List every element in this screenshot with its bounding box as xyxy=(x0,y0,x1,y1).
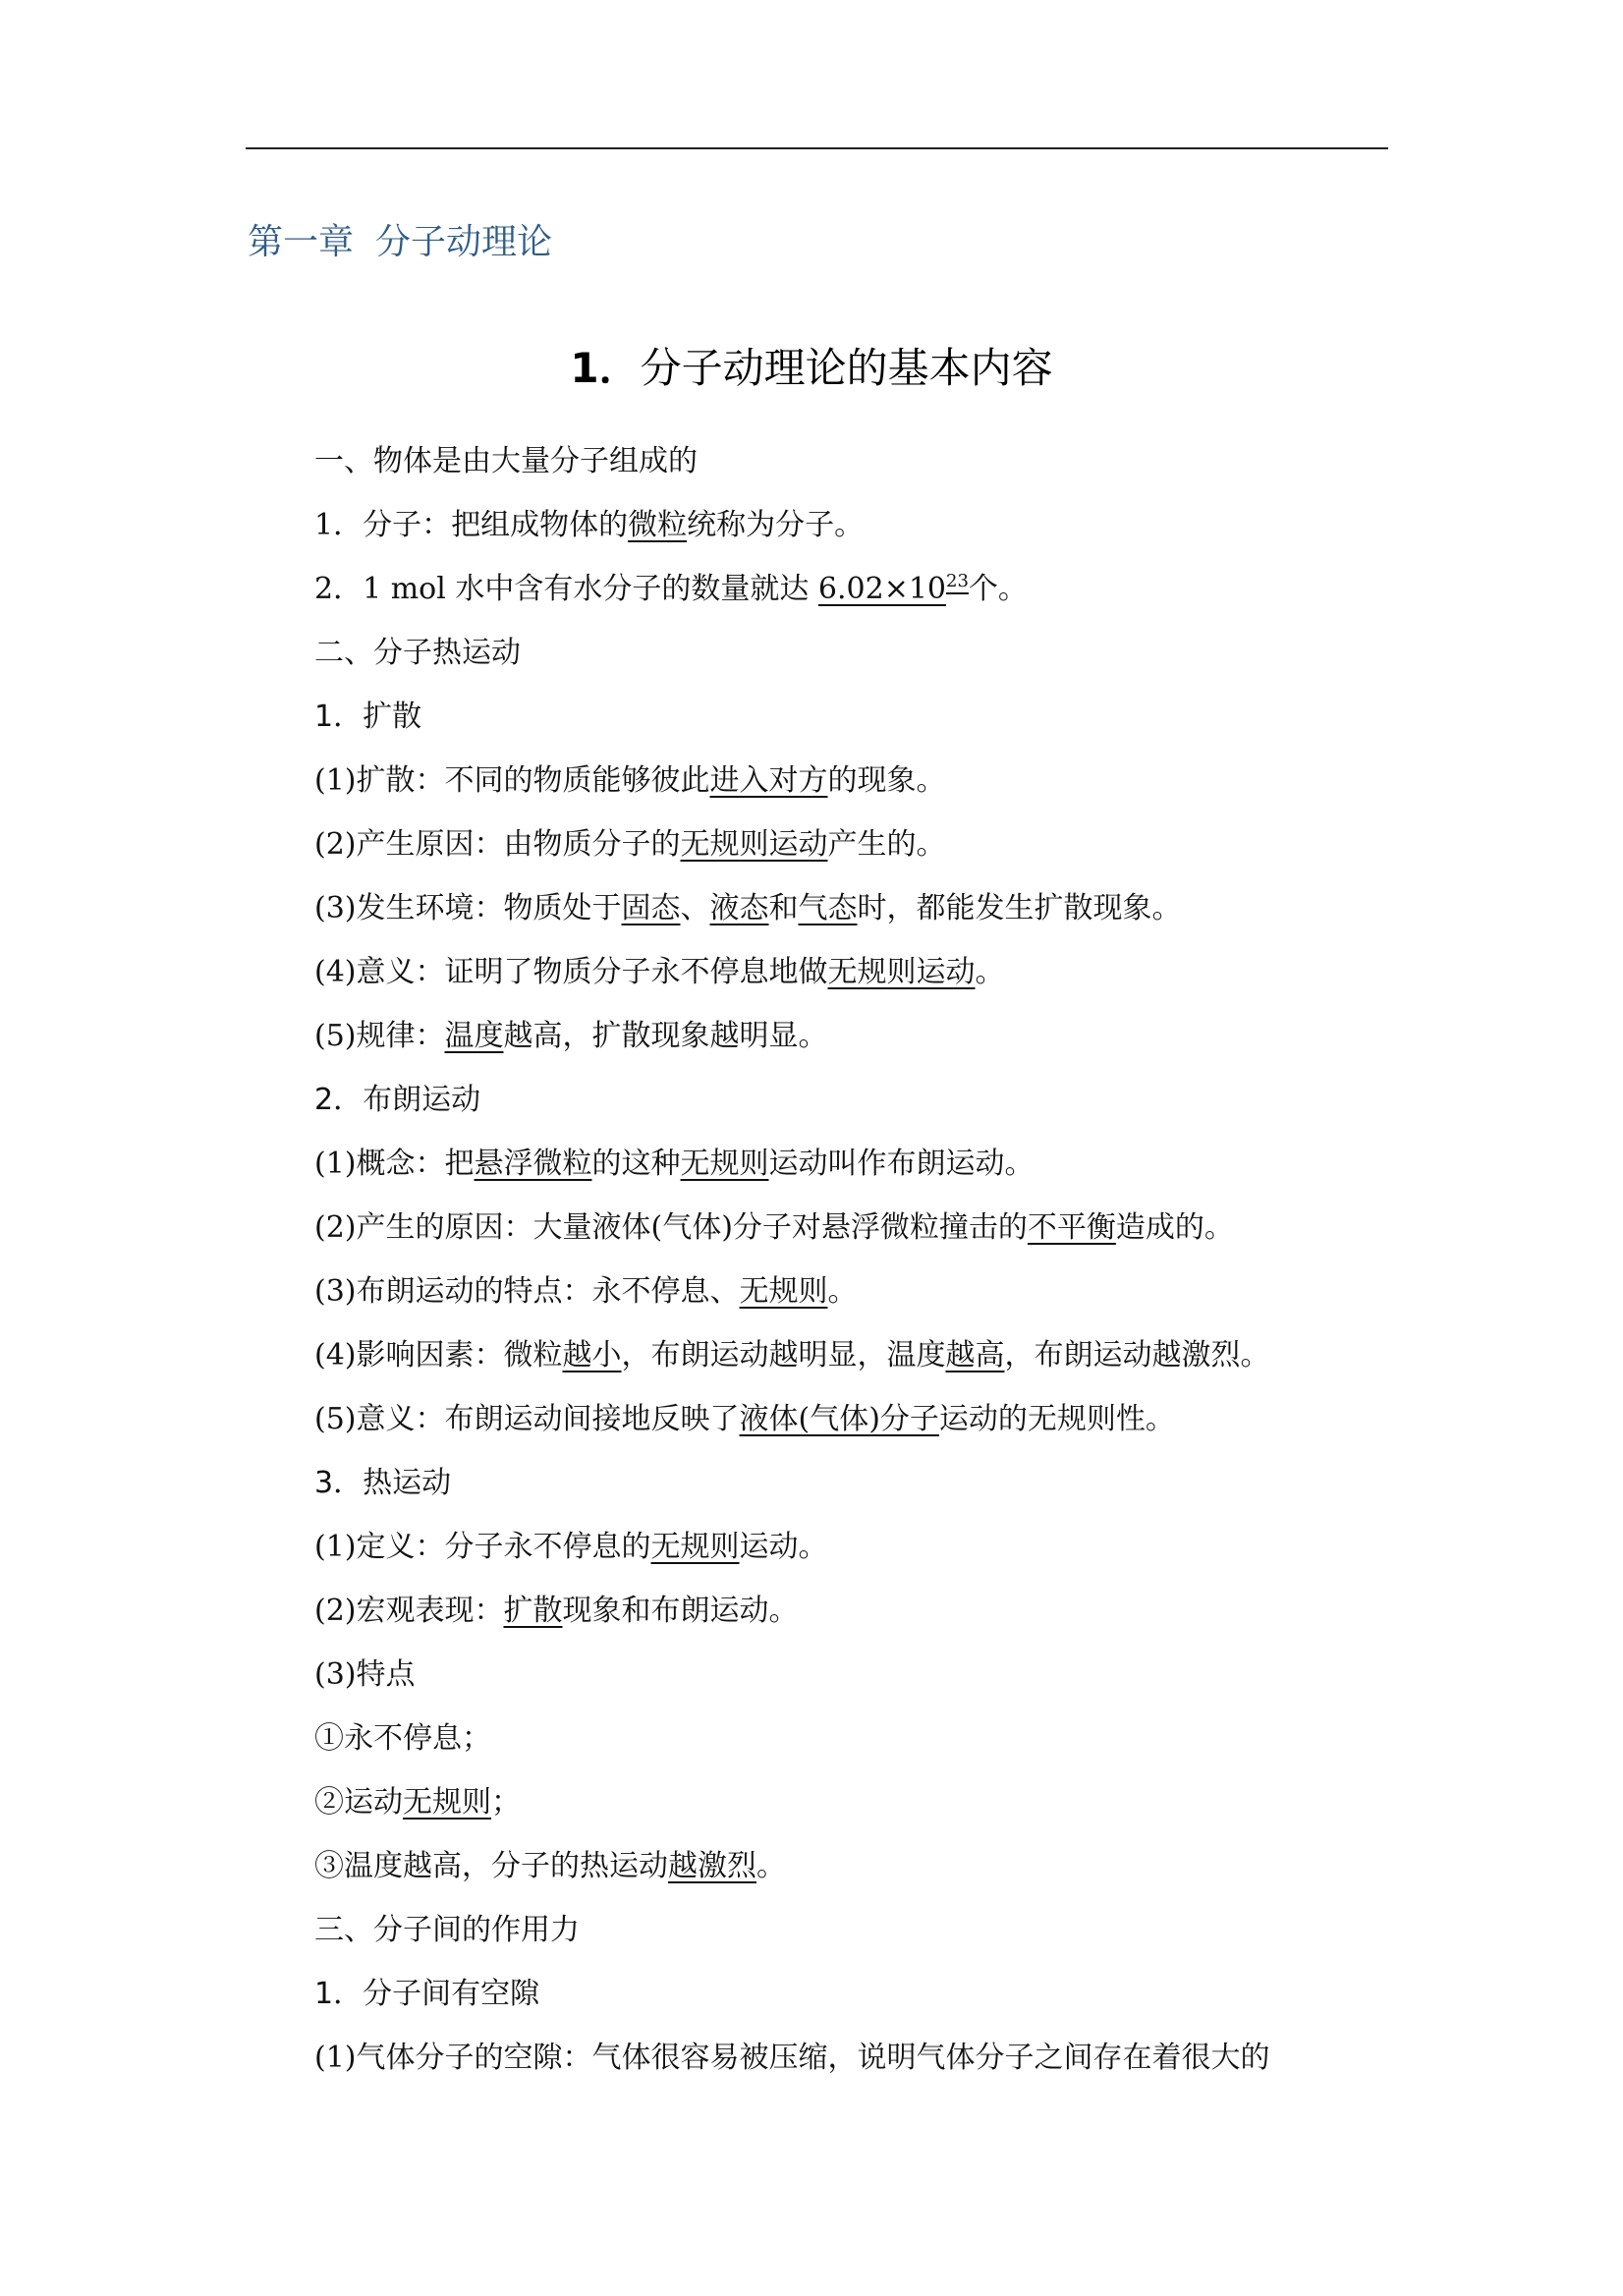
answer-blank: 越高 xyxy=(945,1338,1005,1372)
answer-blank: 微粒 xyxy=(628,508,688,542)
chapter-heading xyxy=(248,214,552,264)
heading-line xyxy=(314,1458,1395,1522)
answer-blank: 无规则 xyxy=(680,1147,769,1181)
answer-blank: 进入对方 xyxy=(709,763,828,798)
text-run: 2．1 mol 水中含有水分子的数量就达 xyxy=(314,572,818,606)
text-run: (1)定义：分子永不停息的 xyxy=(314,1530,651,1564)
text-run: 3．热运动 xyxy=(314,1466,452,1500)
text-run: ，布朗运动越明显，温度 xyxy=(621,1338,946,1372)
text-run: ②运动 xyxy=(314,1785,403,1820)
text-run: 产生的。 xyxy=(827,827,946,862)
answer-blank: 悬浮微粒 xyxy=(474,1147,592,1181)
answer-blank: 23 xyxy=(946,571,969,591)
text-run: (3)布朗运动的特点：永不停息、 xyxy=(314,1274,740,1309)
text-run: 的现象。 xyxy=(827,763,946,798)
answer-blank: 无规则运动 xyxy=(680,827,828,862)
text-run: 1．分子：把组成物体的 xyxy=(314,508,629,542)
text-run: (5)规律： xyxy=(314,1019,445,1053)
answer-blank: 无规则 xyxy=(403,1785,491,1820)
heading-line xyxy=(314,628,1395,692)
text-run: 现象和布朗运动。 xyxy=(562,1594,799,1628)
text-line xyxy=(314,883,1395,947)
text-run: (1)气体分子的空隙：气体很容易被压缩，说明气体分子之间存在着很大的 xyxy=(314,2041,1270,2075)
text-run: 运动的无规则性。 xyxy=(938,1402,1175,1436)
text-run: (4)意义：证明了物质分子永不停息地做 xyxy=(314,955,828,989)
answer-blank: 液体(气体)分子 xyxy=(739,1402,939,1436)
chapter-label: 第一章 xyxy=(248,222,355,262)
text-run: ，布朗运动越激烈。 xyxy=(1004,1338,1270,1372)
heading-line xyxy=(314,1905,1395,1969)
answer-blank: 无规则 xyxy=(739,1274,828,1309)
text-line xyxy=(314,1203,1395,1266)
text-run: ； xyxy=(491,1785,521,1820)
section-title-text: 分子动理论的基本内容 xyxy=(640,344,1053,392)
text-run: (3)发生环境：物质处于 xyxy=(314,891,622,925)
text-run: (1)扩散：不同的物质能够彼此 xyxy=(314,763,710,798)
text-run: 和 xyxy=(768,891,799,925)
answer-blank: 无规则 xyxy=(650,1530,740,1564)
answer-blank: 固态 xyxy=(621,891,681,925)
text-run: 、 xyxy=(680,891,710,925)
text-line xyxy=(314,1777,1395,1841)
text-line xyxy=(314,1586,1395,1650)
answer-blank: 6.02×10 xyxy=(817,572,946,606)
chapter-title: 分子动理论 xyxy=(375,222,553,262)
answer-blank: 扩散 xyxy=(503,1594,563,1628)
text-run: (2)产生的原因：大量液体(气体)分子对悬浮微粒撞击的 xyxy=(314,1210,1028,1245)
text-run: 运动。 xyxy=(739,1530,828,1564)
answer-blank: 气态 xyxy=(798,891,858,925)
text-run: (2)产生原因：由物质分子的 xyxy=(314,827,681,862)
text-run: 造成的。 xyxy=(1115,1210,1234,1245)
text-line xyxy=(314,1650,1395,1713)
text-run: (1)概念：把 xyxy=(314,1147,475,1181)
answer-blank: 越激烈 xyxy=(668,1849,756,1883)
text-line xyxy=(314,2033,1395,2097)
text-line xyxy=(314,1522,1395,1586)
answer-blank: 越小 xyxy=(562,1338,622,1372)
answer-blank: 液态 xyxy=(709,891,769,925)
text-run: 运动叫作布朗运动。 xyxy=(768,1147,1035,1181)
text-run: 二、分子热运动 xyxy=(314,636,521,670)
text-run: 三、分子间的作用力 xyxy=(314,1913,580,1947)
text-run: 的这种 xyxy=(591,1147,681,1181)
heading-line xyxy=(314,692,1395,756)
text-run: 个。 xyxy=(968,572,1028,606)
text-run: 1．分子间有空隙 xyxy=(314,1977,540,2011)
text-run: 。 xyxy=(975,955,1005,989)
header-rule xyxy=(246,147,1388,149)
text-line xyxy=(314,756,1395,819)
text-run: 1．扩散 xyxy=(314,700,422,734)
text-line xyxy=(314,1394,1395,1458)
text-line xyxy=(314,819,1395,883)
text-line xyxy=(314,564,1395,628)
text-line xyxy=(314,1139,1395,1203)
text-line xyxy=(314,1330,1395,1394)
text-line xyxy=(314,1011,1395,1075)
text-run: 一、物体是由大量分子组成的 xyxy=(314,444,698,478)
section-number: 1． xyxy=(570,344,641,392)
text-run: ①永不停息； xyxy=(314,1721,491,1756)
text-run: (2)宏观表现： xyxy=(314,1594,504,1628)
text-run: 。 xyxy=(756,1849,786,1883)
heading-line xyxy=(314,436,1395,500)
answer-blank: 无规则运动 xyxy=(827,955,976,989)
answer-blank: 不平衡 xyxy=(1027,1210,1116,1245)
document-body xyxy=(314,436,1395,2097)
text-run: (4)影响因素：微粒 xyxy=(314,1338,563,1372)
text-run: 。 xyxy=(827,1274,858,1309)
text-line xyxy=(314,1266,1395,1330)
text-line xyxy=(314,1713,1395,1777)
text-run: (3)特点 xyxy=(314,1657,416,1692)
heading-line xyxy=(314,1075,1395,1139)
text-line xyxy=(314,947,1395,1011)
text-run: 越高，扩散现象越明显。 xyxy=(503,1019,828,1053)
text-line xyxy=(314,1841,1395,1905)
text-line xyxy=(314,500,1395,564)
text-run: (5)意义：布朗运动间接地反映了 xyxy=(314,1402,740,1436)
section-title xyxy=(0,336,1623,395)
heading-line xyxy=(314,1969,1395,2033)
text-run: ③温度越高，分子的热运动 xyxy=(314,1849,668,1883)
answer-blank: 温度 xyxy=(444,1019,504,1053)
text-run: 统称为分子。 xyxy=(687,508,865,542)
text-run: 时，都能发生扩散现象。 xyxy=(857,891,1182,925)
text-run: 2．布朗运动 xyxy=(314,1083,481,1117)
